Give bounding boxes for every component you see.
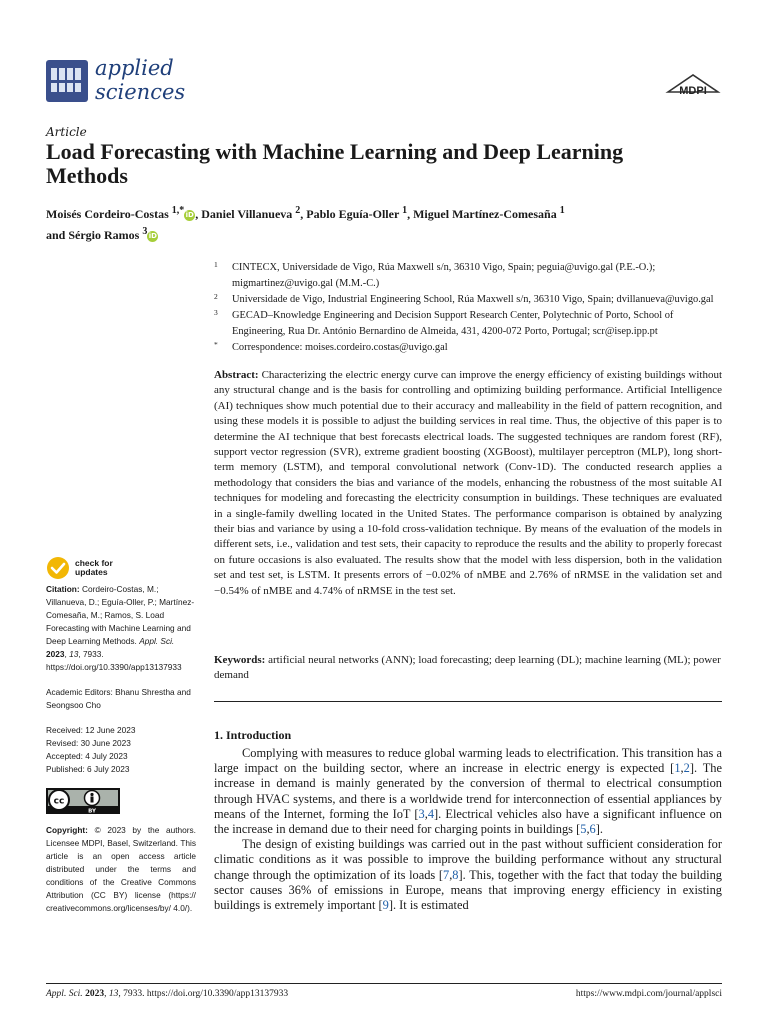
- footer-journal-url[interactable]: https://www.mdpi.com/journal/applsci: [575, 989, 722, 999]
- section-heading: 1. Introduction: [214, 728, 292, 742]
- date-accepted: Accepted: 4 July 2023: [46, 751, 128, 761]
- svg-text:cc: cc: [53, 796, 65, 807]
- text-run: ]. It is estimated: [388, 898, 469, 913]
- author-name[interactable]: , Daniel Villanueva: [195, 207, 293, 221]
- affiliation-number: 2: [214, 292, 218, 301]
- author-line-1: [46, 202, 726, 223]
- academic-editors: Academic Editors: Bhanu Shrestha and Seongsoo Cho: [46, 687, 191, 710]
- text-run: ,: [586, 822, 590, 837]
- text-run: ]. This, together with the fact that today the building sector causes 36% of emissions in Europe, means that improving energy efficiency in existing buildings is extremely important [: [214, 867, 722, 913]
- copyright-text: © 2023 by the authors. Licensee MDPI, Basel, Switzerland. This article is an open access article distributed under the terms and conditions of the Creative Commons Attribution (CC BY) license (https:// creativecommons.org/licenses/by/ 4.0/).: [46, 825, 196, 913]
- check-line-2: updates: [75, 567, 108, 577]
- copyright-label: Copyright:: [46, 825, 88, 835]
- cc-by-label: BY: [88, 808, 96, 814]
- abstract-label: Abstract:: [214, 369, 259, 381]
- citation-volume: 13: [69, 649, 79, 659]
- author-affil-sup: 2: [295, 205, 301, 216]
- affiliation-text: Universidade de Vigo, Industrial Engineering School, Rúa Maxwell s/n, 36310 Vigo, Spain; dvillanueva@uvigo.gal: [232, 294, 714, 305]
- author-affil-sup: 1: [402, 205, 408, 216]
- author-name[interactable]: , Pablo Eguía-Oller: [300, 207, 400, 221]
- footer-volume: 13: [108, 989, 119, 999]
- author-name[interactable]: and Sérgio Ramos: [46, 228, 140, 242]
- author-affil-sup: 3: [142, 226, 148, 237]
- keywords: [214, 653, 722, 684]
- orcid-icon[interactable]: iD: [148, 231, 157, 240]
- text-run: ]. Electrical vehicles also have a significant influence on the increase in demand due to their need for charging points in buildings [: [214, 806, 723, 837]
- intro-paragraph-2: [214, 837, 722, 913]
- citation-journal: Appl. Sci.: [139, 636, 175, 646]
- journal-name: [95, 56, 185, 104]
- affiliation-item: [214, 292, 726, 308]
- text-run: ]. The increase in demand is mainly generated by the conversion of thermal to electrical consumption through HVAC systems, and there is a worldwide trend for interconnection of essential appliances by means of the Internet, forming the IoT [: [214, 761, 722, 821]
- affiliation-number: 3: [214, 308, 218, 317]
- section-divider: [214, 701, 722, 702]
- citation-link[interactable]: 7: [442, 867, 450, 882]
- check-line-1: check for: [75, 558, 113, 568]
- article-type: Article: [46, 125, 87, 139]
- article-title: Load Forecasting with Machine Learning and Deep Learning Methods: [46, 139, 624, 188]
- author-name[interactable]: Moisés Cordeiro-Costas: [46, 207, 169, 221]
- affiliations: [214, 260, 726, 356]
- correspondence-text: Correspondence: moises.cordeiro.costas@uvigo.gal: [232, 342, 448, 353]
- affiliation-number: 1: [214, 260, 218, 269]
- citation-text: Cordeiro-Costas, M.; Villanueva, D.; Eguía-Oller, P.; Martínez-Comesaña, M.; Ramos, S. Load Forecasting with Machine Learning and Deep Learning Methods.: [46, 584, 195, 646]
- citation-link[interactable]: 8: [452, 867, 459, 882]
- correspondence: [214, 340, 726, 356]
- keywords-label: Keywords:: [214, 654, 266, 666]
- author-affil-sup: 1,*: [171, 205, 185, 216]
- affiliation-text: GECAD–Knowledge Engineering and Decision Support Research Center, Polytechnic of Porto, School of Engineering, Rua Dr. António Bernardino de Almeida, 431, 4200-072 Porto, Portugal; scr@isep.ipp.pt: [232, 310, 674, 337]
- dates-block: [46, 724, 196, 776]
- text-run: ,: [680, 761, 684, 776]
- affiliation-item: [214, 260, 726, 292]
- citation-link[interactable]: 1: [674, 761, 681, 776]
- publisher-name: MDPI: [679, 85, 707, 97]
- author-name[interactable]: , Miguel Martínez-Comesaña: [407, 207, 557, 221]
- journal-logo-icon: [46, 60, 88, 102]
- text-run: Complying with measures to reduce global warming leads to electrification. This transition has a large impact on the building sector, where an increase in electric energy is expected [: [214, 746, 722, 776]
- keywords-text: artificial neural networks (ANN); load forecasting; deep learning (DL); machine learning (ML); power demand: [214, 654, 721, 682]
- text-run: The design of existing buildings was carried out in the past without sufficient consideration for climatic conditions as it was possible to improve the building performance without any structural change through the optimization of its loads [: [214, 837, 722, 882]
- check-for-updates-button[interactable]: [46, 555, 196, 581]
- citation-year: 2023: [46, 649, 65, 659]
- cc-by-license-icon[interactable]: [46, 788, 120, 814]
- sidebar: [46, 555, 196, 915]
- citation-link[interactable]: 5: [580, 822, 587, 837]
- date-received: Received: 12 June 2023: [46, 725, 136, 735]
- citation-link[interactable]: 2: [683, 761, 690, 776]
- citation-doi[interactable]: , 7933. https://doi.org/10.3390/app13137933: [46, 649, 182, 672]
- text-run: ,: [424, 806, 428, 821]
- abstract-text: Characterizing the electric energy curve can improve the energy efficiency of existing buildings without any structural change and is the basis for controlling and optimizing building performance. Artificial Intelligence (AI) techniques show much potential due to their accuracy and malleability in the field of pattern recognition, and using these models it is possible to adjust the building services in real time. Thus, the objective of this paper is to determine the AI technique that best forecasts electrical loads. The suggested techniques are random forest (RF), support vector regression (SVR), extreme gradient boosting (XGBoost), multilayer perceptron (MLP), long short-term memory (LSTM), and temporal convolutional network (Conv-1D). The conducted research applies a methodology that considers the bias and variance of the models, enhancing the robustness of the most suitable AI techniques for modeling and forecasting the electricity consumption in buildings. These techniques are evaluated in a single-family dwelling located in the United States. The performance comparison is obtained by analyzing their bias and variance by using a 10-fold cross-validation technique. By means of the evaluation of the models in different sets, i.e., validation and test sets, their capacity to reproduce the results and the ability to properly forecast on future occasions is also evaluated. The results show that the model with less dispersion, both in the validation set and test set, is LSTM. It presents errors of −0.02% of nMBE and 2.76% of nRMSE in the validation set and −0.54% of nMBE and 4.74% of nRMSE in the test set.: [214, 369, 722, 597]
- citation-link[interactable]: 3: [418, 806, 425, 821]
- footer-doi[interactable]: , 7933. https://doi.org/10.3390/app13137933: [118, 989, 289, 999]
- journal-name-line2: sciences: [95, 80, 186, 104]
- text-run: ,: [449, 867, 453, 882]
- author-affil-sup: 1: [559, 205, 565, 216]
- check-for-updates-icon: [46, 556, 70, 580]
- affiliation-item: [214, 308, 726, 340]
- citation-link[interactable]: 6: [589, 822, 596, 837]
- footer-citation: Appl. Sci. 2023, 13, 7933. https://doi.org/10.3390/app13137933: [46, 989, 289, 999]
- citation-link[interactable]: 4: [427, 806, 435, 821]
- text-run: ].: [595, 822, 603, 837]
- footer-divider: [46, 983, 722, 984]
- orcid-icon[interactable]: iD: [185, 210, 194, 219]
- copyright-block: [46, 824, 196, 915]
- footer-journal: Appl. Sci.: [46, 989, 83, 999]
- intro-paragraph-1: [214, 746, 722, 837]
- check-for-updates-label: [75, 559, 113, 577]
- abstract: [214, 368, 722, 599]
- date-revised: Revised: 30 June 2023: [46, 738, 131, 748]
- journal-name-line1: applied: [95, 56, 174, 80]
- publisher-logo: [664, 72, 722, 98]
- citation-link[interactable]: 9: [382, 898, 389, 913]
- author-list: [46, 202, 726, 244]
- intro-body: [214, 746, 722, 913]
- date-published: Published: 6 July 2023: [46, 764, 130, 774]
- affiliation-number: *: [214, 340, 218, 349]
- citation-block: Citation: Cordeiro-Costas, M.; Villanueva, D.; Eguía-Oller, P.; Martínez-Comesaña, M.; Ramos, S. Load Forecasting with Machine Learning and Deep Learning Methods. Appl. Sci. 2023, 13, 7933. https://doi.org/10.3390/app13137933: [46, 584, 195, 672]
- affiliation-text: CINTECX, Universidade de Vigo, Rúa Maxwell s/n, 36310 Vigo, Spain; peguia@uvigo.gal (P.E.-O.); migmartinez@uvigo.gal (M.M.-C.): [232, 262, 656, 289]
- author-line-2: [46, 223, 726, 244]
- citation-label: Citation:: [46, 584, 80, 594]
- footer-year: 2023: [85, 989, 105, 999]
